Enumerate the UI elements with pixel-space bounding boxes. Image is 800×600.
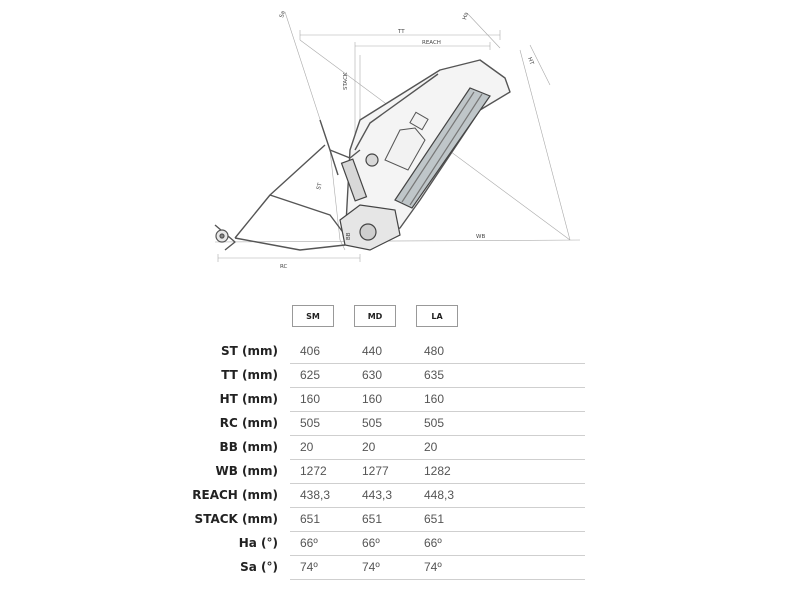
table-row [0, 459, 800, 483]
wb-label: WB [476, 234, 486, 240]
row-label: HT (mm) [219, 392, 278, 406]
cell-sm: 438,3 [300, 488, 331, 502]
cell-sm: 625 [300, 368, 321, 382]
cell-la: 1282 [424, 464, 451, 478]
cell-md: 1277 [362, 464, 389, 478]
table-row [0, 339, 800, 363]
table-row [0, 363, 800, 387]
table-row [0, 411, 800, 435]
row-label: RC (mm) [219, 416, 278, 430]
ht-label: HT [526, 56, 535, 66]
geometry-table [0, 305, 800, 600]
row-label: BB (mm) [219, 440, 278, 454]
table-row [0, 555, 800, 579]
row-label: TT (mm) [221, 368, 278, 382]
cell-la: 635 [424, 368, 445, 382]
rear-dropout [216, 230, 228, 242]
ha-label: Ha [462, 11, 470, 21]
cell-sm: 74º [300, 560, 318, 574]
cell-md: 74º [362, 560, 380, 574]
size-header-la: LA [416, 305, 458, 327]
reach-label: REACH [422, 40, 441, 46]
rc-label: RC [280, 264, 288, 270]
table-row [0, 435, 800, 459]
cell-md: 20 [362, 440, 376, 454]
cell-la: 20 [424, 440, 438, 454]
cell-la: 651 [424, 512, 445, 526]
cell-sm: 1272 [300, 464, 327, 478]
table-row [0, 507, 800, 531]
table-row [0, 531, 800, 555]
cell-sm: 160 [300, 392, 321, 406]
frame-geometry-diagram [0, 0, 800, 285]
cell-sm: 505 [300, 416, 321, 430]
stack-label: STACK [343, 72, 349, 90]
row-divider [290, 579, 585, 580]
table-row [0, 483, 800, 507]
cell-md: 66º [362, 536, 380, 550]
cell-sm: 20 [300, 440, 314, 454]
row-label: WB (mm) [215, 464, 278, 478]
bb-label: BB [346, 232, 352, 240]
cell-la: 160 [424, 392, 445, 406]
row-label: STACK (mm) [194, 512, 278, 526]
cell-md: 440 [362, 344, 383, 358]
cell-la: 505 [424, 416, 445, 430]
row-label: Ha (°) [238, 536, 278, 550]
sa-label: Sa [279, 10, 287, 19]
size-header-md: MD [354, 305, 396, 327]
st-label: ST [316, 182, 324, 191]
cell-md: 630 [362, 368, 383, 382]
cell-sm: 406 [300, 344, 321, 358]
tt-label: TT [398, 29, 405, 35]
table-row [0, 387, 800, 411]
row-label: ST (mm) [221, 344, 278, 358]
cell-md: 443,3 [362, 488, 393, 502]
cell-md: 505 [362, 416, 383, 430]
cell-la: 448,3 [424, 488, 455, 502]
row-label: REACH (mm) [192, 488, 278, 502]
size-header-sm: SM [292, 305, 334, 327]
cell-sm: 651 [300, 512, 321, 526]
cell-la: 74º [424, 560, 442, 574]
cell-la: 480 [424, 344, 445, 358]
cell-la: 66º [424, 536, 442, 550]
cell-md: 160 [362, 392, 383, 406]
cell-md: 651 [362, 512, 383, 526]
cell-sm: 66º [300, 536, 318, 550]
row-label: Sa (°) [240, 560, 278, 574]
